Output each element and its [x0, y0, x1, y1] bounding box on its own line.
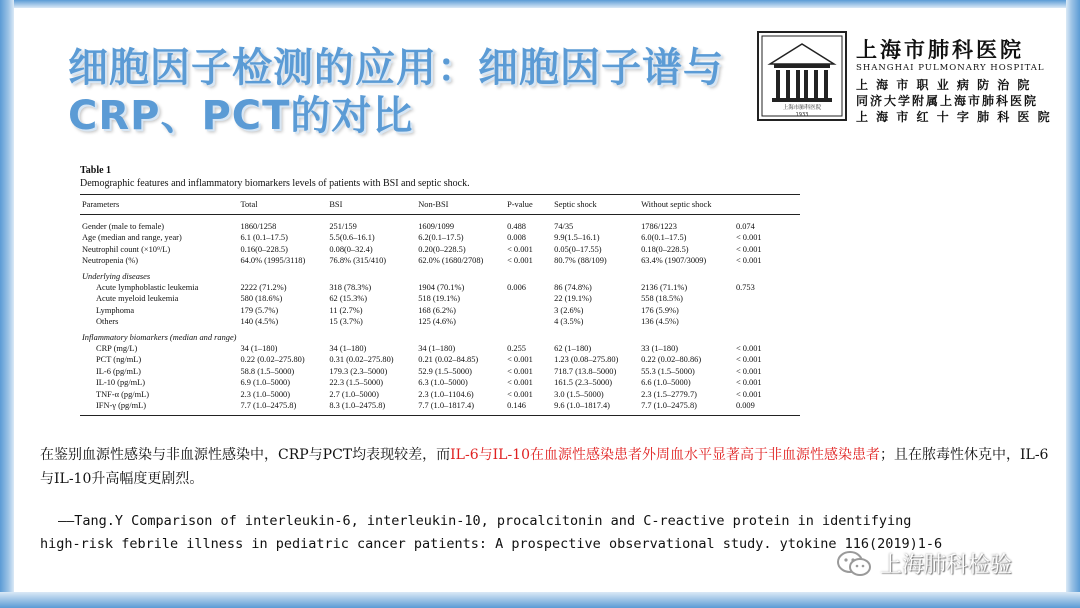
table-row [80, 293, 800, 304]
hospital-seal-icon [756, 30, 848, 122]
hospital-alias-3: 上 海 市 红 十 字 肺 科 医 院 [856, 110, 1052, 124]
table-cell: < 0.001 [507, 256, 533, 266]
table-cell: 3.0 (1.5–5000) [554, 389, 604, 399]
table-cell: 7.7 (1.0–1817.4) [416, 400, 505, 415]
row-label: PCT (ng/mL) [96, 355, 142, 365]
table-cell: 6.9 (1.0–5000) [240, 378, 290, 388]
table-cell: < 0.001 [507, 389, 533, 399]
table-cell: 80.7% (88/109) [554, 256, 607, 266]
table-cell: 2.3 (1.5–2779.7) [641, 389, 697, 399]
table-cell: 168 (6.2%) [418, 305, 456, 315]
watermark [836, 548, 1012, 579]
table-body [80, 215, 800, 416]
row-label: IFN-γ (pg/mL) [80, 400, 238, 415]
table-cell: 136 (4.5%) [641, 317, 679, 327]
table-cell: 74/35 [554, 222, 574, 231]
table-cell: 6.1 (0.1–17.5) [240, 233, 288, 243]
summary-text-2: ；且在脓毒性休克中，IL-6与IL-10升高幅度更剧烈。 [40, 447, 1049, 487]
row-label: Inflammatory biomarkers (median and range) [82, 332, 237, 342]
row-label: Neutrophil count (×10⁹/L) [82, 244, 171, 254]
table-cell [734, 267, 800, 282]
table-cell: 1786/1223 [641, 222, 677, 231]
table-cell: 2.7 (1.0–5000) [329, 389, 379, 399]
table-cell: 76.8% (315/410) [329, 256, 387, 266]
table-cell [639, 328, 734, 343]
row-label: CRP (mg/L) [96, 344, 138, 354]
table-cell: 5.5(0.6–16.1) [329, 233, 375, 243]
table-cell: 58.8 (1.5–5000) [240, 366, 295, 376]
table-cell: 176 (5.9%) [641, 305, 679, 315]
table-cell [552, 328, 639, 343]
table-cell: 0.006 [507, 283, 526, 293]
table-cell: 3 (2.6%) [554, 305, 584, 315]
table-cell: 34 (1–180) [418, 344, 456, 354]
row-label: IL-10 (pg/mL) [96, 378, 146, 388]
table-row [80, 366, 800, 377]
table-cell: 6.2(0.1–17.5) [418, 233, 464, 243]
table-cell: 52.9 (1.5–5000) [418, 366, 472, 376]
citation-line-1: ——Tang.Y Comparison of interleukin-6, interleukin-10, procalcitonin and C-reactive protein in identifying [58, 513, 912, 529]
table-cell: 4 (3.5%) [554, 317, 584, 327]
table-cell: 0.20(0–228.5) [418, 244, 466, 254]
table-cell: < 0.001 [507, 355, 533, 365]
table-cell [327, 328, 416, 343]
row-label: TNF-α (pg/mL) [96, 389, 150, 399]
table-cell [416, 328, 505, 343]
table-cell: 2136 (71.1%) [641, 283, 688, 293]
row-label: Neutropenia (%) [82, 256, 139, 266]
table-cell: 518 (19.1%) [418, 294, 461, 304]
table-cell: 179.3 (2.3–5000) [329, 366, 388, 376]
table-cell: 9.6 (1.0–1817.4) [552, 400, 639, 415]
table-cell: 580 (18.6%) [240, 294, 283, 304]
table-cell [416, 267, 505, 282]
table-cell: 6.6 (1.0–5000) [641, 378, 691, 388]
table-header-row [80, 195, 800, 215]
table-cell: < 0.001 [735, 389, 762, 399]
table-cell: 22.3 (1.5–5000) [329, 378, 384, 388]
table-cell: 33 (1–180) [641, 344, 679, 354]
table-row [80, 255, 800, 266]
table-cell: 0.21 (0.02–84.85) [418, 355, 479, 365]
table-cell: 34 (1–180) [329, 344, 367, 354]
table-cell: 0.074 [735, 222, 755, 231]
table-row [80, 377, 800, 388]
table-cell: 15 (3.7%) [329, 317, 363, 327]
table-row [80, 400, 800, 415]
row-label: Acute lymphoblastic leukemia [96, 283, 199, 293]
row-label: Acute myeloid leukemia [96, 294, 179, 304]
table-cell: 6.3 (1.0–5000) [418, 378, 468, 388]
table-cell [734, 293, 800, 304]
table-cell: < 0.001 [735, 344, 762, 354]
table-cell: 2222 (71.2%) [240, 283, 287, 293]
table-cell: 63.4% (1907/3009) [641, 256, 707, 266]
hospital-alias-1: 上 海 市 职 业 病 防 治 院 [856, 78, 1032, 92]
table-header-cell: Septic shock [552, 195, 639, 215]
table-cell [505, 316, 552, 327]
table-cell: 1860/1258 [240, 222, 277, 231]
table-cell: 0.008 [507, 233, 526, 243]
table-cell: 558 (18.5%) [641, 294, 683, 304]
table-cell: 1.23 (0.08–275.80) [554, 355, 619, 365]
table-header-cell: Non-BSI [416, 195, 505, 215]
table-row [80, 305, 800, 316]
frame-top [0, 0, 1080, 8]
table-cell: < 0.001 [735, 378, 762, 388]
table-cell: 2.3 (1.0–5000) [240, 389, 290, 399]
table-header-cell: P-value [505, 195, 552, 215]
table-header-cell: Parameters [80, 195, 238, 215]
table-cell [238, 267, 327, 282]
table-cell: < 0.001 [735, 366, 762, 376]
table-header-cell [734, 195, 800, 215]
summary-paragraph [40, 443, 1050, 491]
table-cell [505, 328, 552, 343]
table-cell: 22 (19.1%) [554, 294, 592, 304]
seal-name: 上海市肺科医院 [782, 105, 822, 111]
table-row [80, 343, 800, 354]
table-group-row [80, 267, 800, 282]
table-cell: 318 (78.3%) [329, 283, 372, 293]
table-cell: 0.31 (0.02–275.80) [329, 355, 394, 365]
data-table [80, 194, 800, 416]
table-cell [238, 328, 327, 343]
table-cell: 179 (5.7%) [240, 305, 279, 315]
table-header-cell: Without septic shock [639, 195, 734, 215]
table-cell: 86 (74.8%) [554, 283, 592, 293]
table-figure [80, 164, 800, 416]
slide-title: 细胞因子检测的应用：细胞因子谱与CRP、PCT的对比 [68, 45, 724, 139]
table-cell: 0.009 [734, 400, 800, 415]
table-cell: 62 (1–180) [554, 344, 592, 354]
table-cell [734, 316, 800, 327]
table-header-cell: Total [238, 195, 327, 215]
table-cell: 251/159 [329, 222, 357, 231]
table-row [80, 244, 800, 255]
table-row [80, 232, 800, 243]
table-cell: 11 (2.7%) [329, 305, 363, 315]
table-row [80, 316, 800, 327]
table-cell [552, 267, 639, 282]
hospital-name-en: SHANGHAI PULMONARY HOSPITAL [856, 63, 1045, 73]
table-cell: 718.7 (13.8–5000) [554, 366, 617, 376]
table-row [80, 282, 800, 293]
row-label: IL-6 (pg/mL) [96, 366, 141, 376]
table-cell: 62.0% (1680/2708) [418, 256, 484, 266]
table-cell: 1609/1099 [418, 222, 455, 231]
table-cell: 0.08(0–32.4) [329, 244, 373, 254]
table-header-cell: BSI [327, 195, 416, 215]
seal-year: 1933 [795, 112, 809, 118]
table-cell: 6.0(0.1–17.5) [641, 233, 687, 243]
summary-text-1: 在鉴别血源性感染与非血源性感染中，CRP与PCT均表现较差，而 [40, 447, 451, 463]
table-cell: 9.9(1.5–16.1) [554, 233, 600, 243]
table-cell [505, 305, 552, 316]
table-cell: 2.3 (1.0–1104.6) [418, 389, 474, 399]
table-cell: 0.22 (0.02–275.80) [240, 355, 305, 365]
table-cell: 140 (4.5%) [240, 317, 279, 327]
row-label: Gender (male to female) [82, 222, 165, 231]
table-cell [639, 267, 734, 282]
wechat-icon [836, 550, 872, 578]
table-cell: < 0.001 [507, 366, 533, 376]
table-cell: 7.7 (1.0–2475.8) [639, 400, 734, 415]
table-cell: < 0.001 [735, 233, 762, 243]
table-row [80, 354, 800, 365]
row-label: Underlying diseases [82, 271, 151, 281]
frame-right [1066, 0, 1080, 608]
table-cell: 8.3 (1.0–2475.8) [327, 400, 416, 415]
table-cell: 0.488 [507, 222, 526, 231]
table-cell: 64.0% (1995/3118) [240, 256, 306, 266]
frame-left [0, 0, 14, 608]
table-cell: 161.5 (2.3–5000) [554, 378, 613, 388]
table-cell [734, 328, 800, 343]
table-cell [505, 293, 552, 304]
table-row [80, 389, 800, 400]
table-cell: 0.255 [507, 344, 526, 354]
table-cell: 1904 (70.1%) [418, 283, 465, 293]
row-label: Others [96, 317, 119, 327]
table-cell [505, 267, 552, 282]
table-cell: 0.18(0–228.5) [641, 244, 689, 254]
frame-bottom [0, 592, 1080, 608]
table-cell: 55.3 (1.5–5000) [641, 366, 695, 376]
table-cell: 62 (15.3%) [329, 294, 368, 304]
row-label: Age (median and range, year) [82, 233, 182, 243]
table-cell: 0.05(0–17.55) [554, 244, 602, 254]
table-cell: 34 (1–180) [240, 344, 278, 354]
hospital-alias-2: 同济大学附属上海市肺科医院 [856, 94, 1039, 108]
table-cell: 0.22 (0.02–80.86) [641, 355, 702, 365]
table-cell: < 0.001 [735, 244, 762, 254]
citation-line-2: high-risk febrile illness in pediatric cancer patients: A prospective observational study. ytokine 116(2019)1-6 [40, 536, 943, 552]
table-cell [734, 305, 800, 316]
table-label: Table 1 [80, 165, 112, 176]
table-cell: 7.7 (1.0–2475.8) [238, 400, 327, 415]
table-cell: 125 (4.6%) [418, 317, 456, 327]
hospital-logo [756, 30, 1056, 130]
hospital-name-cn: 上海市肺科医院 [856, 37, 1024, 62]
table-cell: 0.753 [735, 283, 755, 293]
table-cell: 0.146 [505, 400, 552, 415]
table-row [80, 215, 800, 233]
watermark-text: 上海肺科检验 [880, 553, 1013, 578]
table-cell: < 0.001 [507, 244, 533, 254]
table-cell: < 0.001 [735, 355, 762, 365]
table-caption: Demographic features and inflammatory biomarkers levels of patients with BSI and septic shock. [80, 178, 470, 189]
table-cell: < 0.001 [735, 256, 762, 266]
table-cell: < 0.001 [507, 378, 533, 388]
summary-highlight: IL-6与IL-10在血源性感染患者外周血水平显著高于非血源性感染患者 [450, 447, 880, 463]
row-label: Lymphoma [96, 305, 135, 315]
table-cell [327, 267, 416, 282]
table-cell: 0.16(0–228.5) [240, 244, 288, 254]
table-group-row [80, 328, 800, 343]
